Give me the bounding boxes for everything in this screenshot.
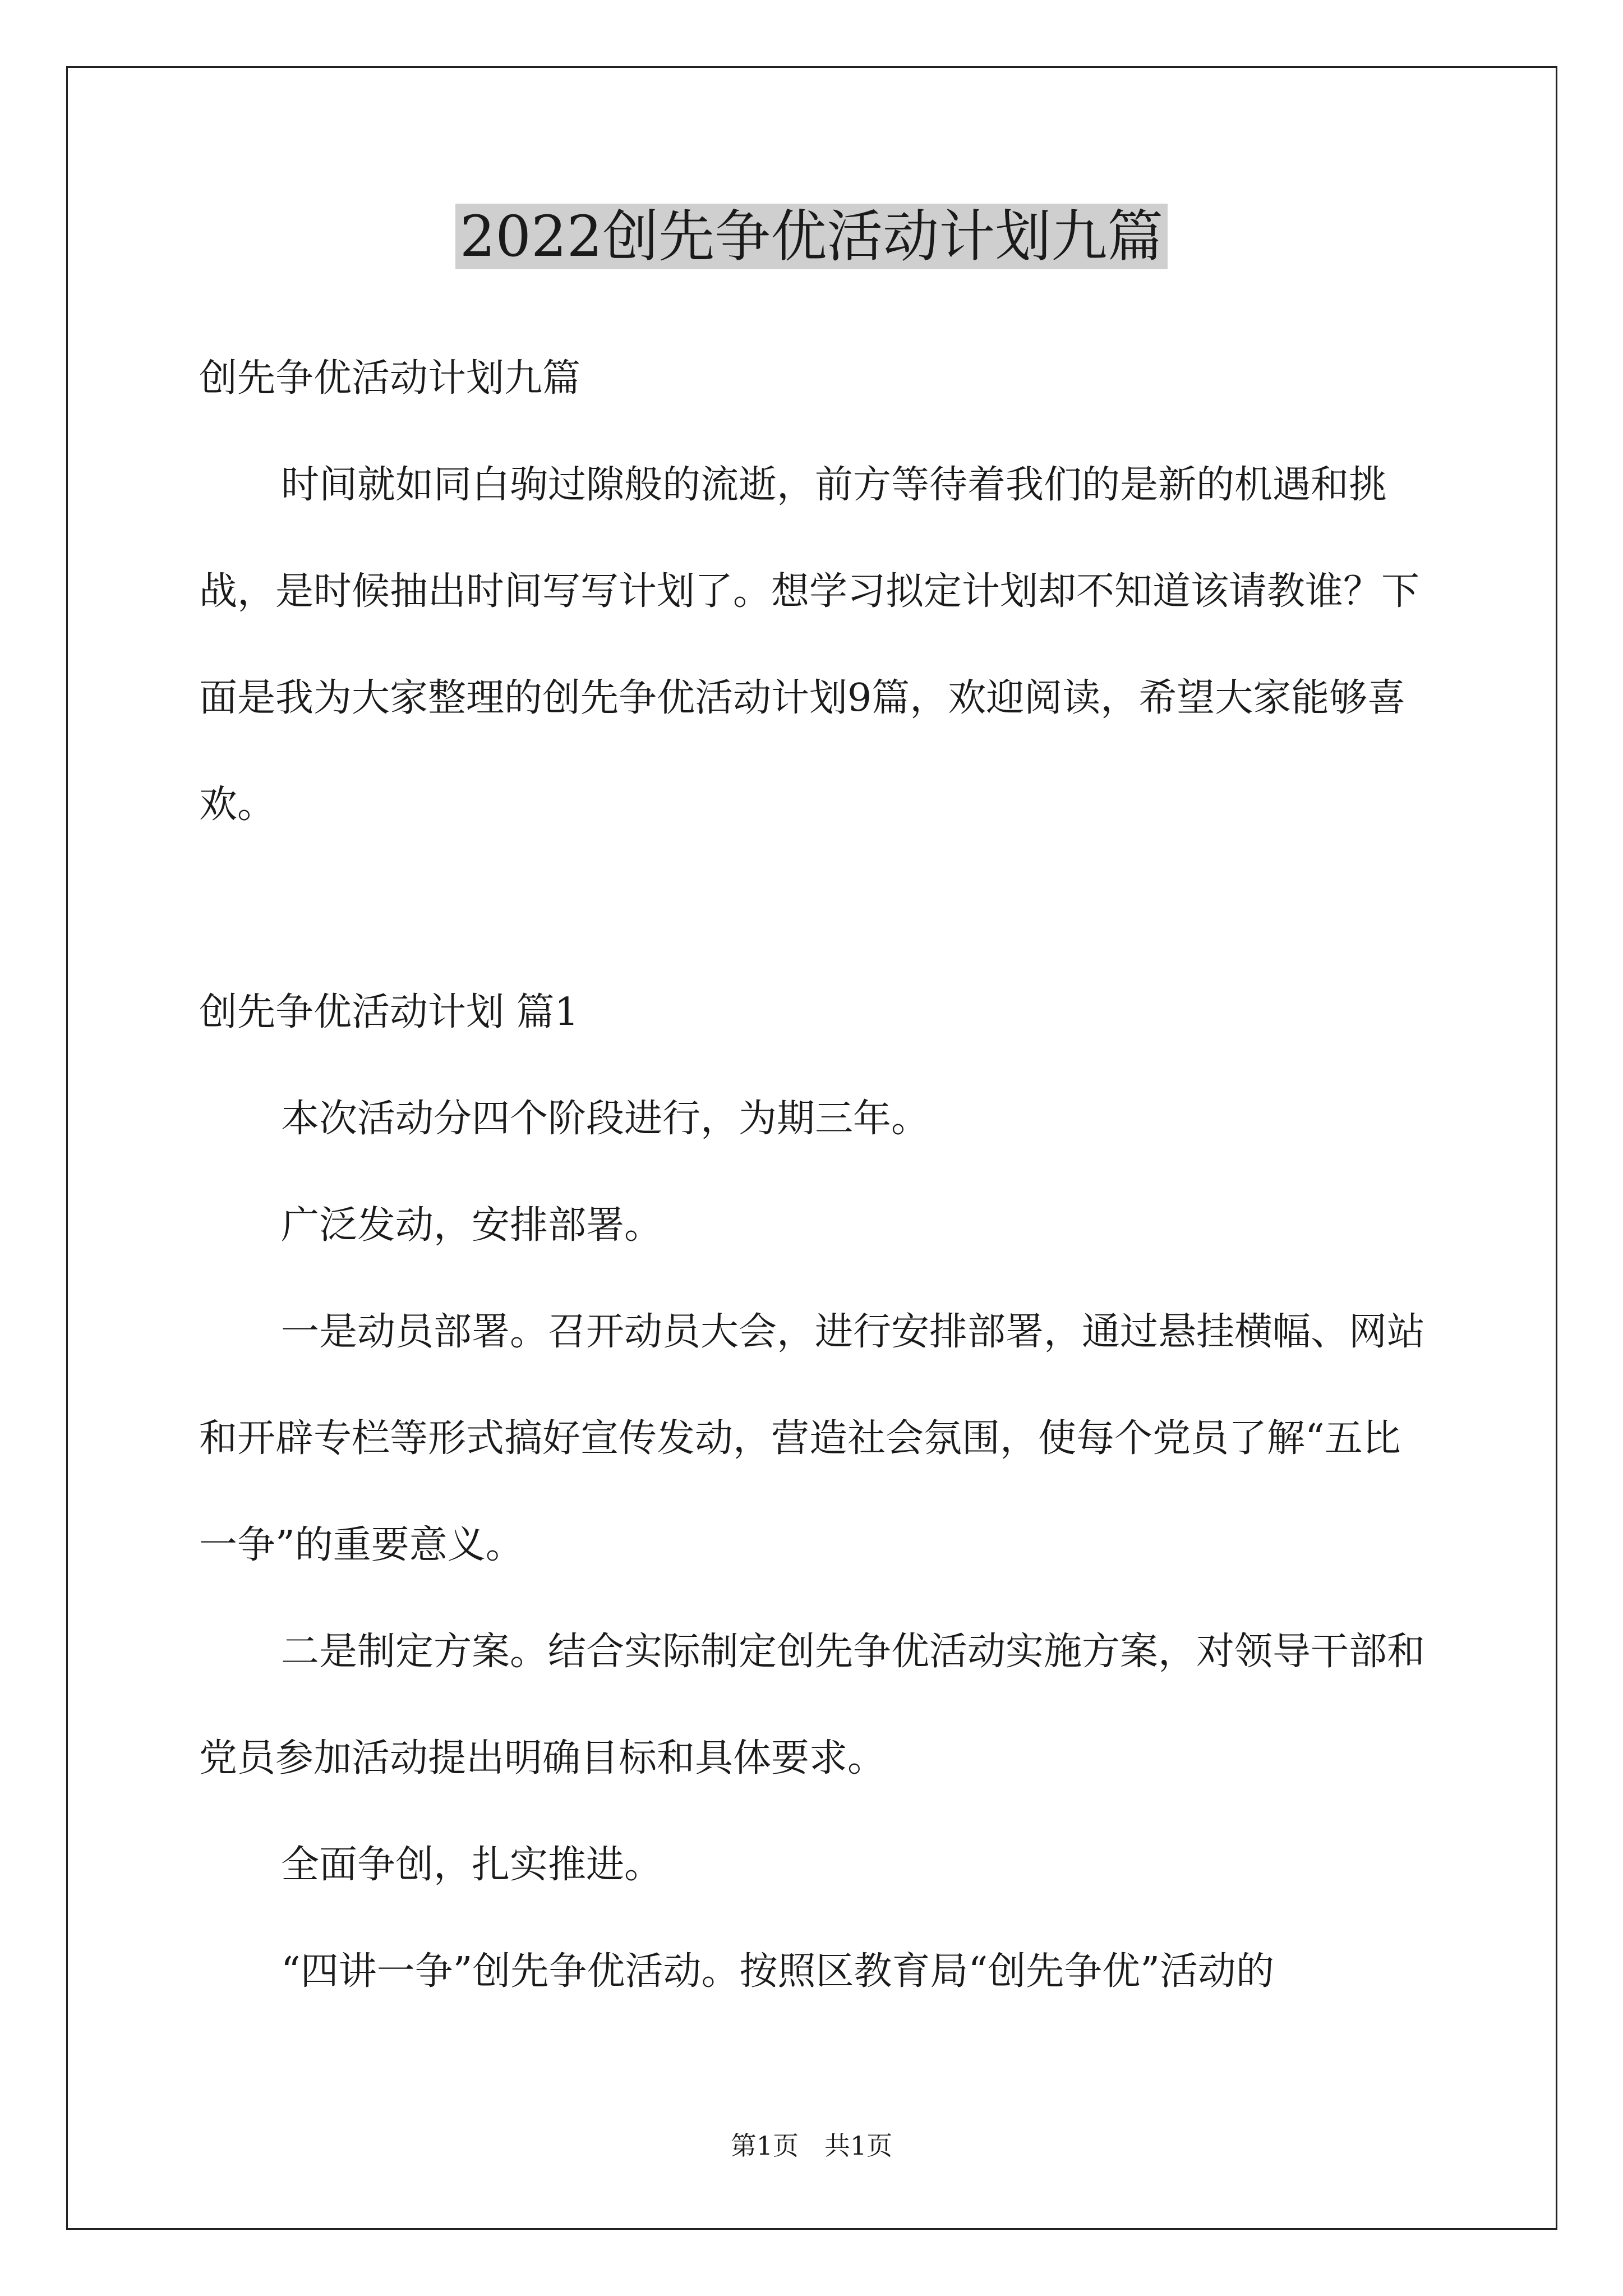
body-paragraph: 全面争创，扎实推进。 xyxy=(281,1843,663,1887)
intro-paragraph: 时间就如同白驹过隙般的流逝，前方等待着我们的是新的机遇和挑战，是时候抽出时间写写计划了。想学习拟定计划却不知道该请教谁？下面是我为大家整理的创先争优活动计划9篇，欢迎阅读，希望大家能够喜欢。 xyxy=(199,463,1420,827)
body-paragraph: 一是动员部署。召开动员大会，进行安排部署，通过悬挂横幅、网站和开辟专栏等形式搞好宣传发动，营造社会氛围，使每个党员了解“五比一争”的重要意义。 xyxy=(199,1310,1426,1567)
section-heading: 创先争优活动计划 篇1 xyxy=(199,990,579,1034)
body-paragraph: 广泛发动，安排部署。 xyxy=(281,1203,663,1248)
document-subtitle: 创先争优活动计划九篇 xyxy=(199,356,581,401)
body-paragraph: 本次活动分四个阶段进行，为期三年。 xyxy=(281,1097,930,1141)
body-paragraph: 二是制定方案。结合实际制定创先争优活动实施方案，对领导干部和党员参加活动提出明确目标和具体要求。 xyxy=(199,1630,1426,1780)
body-paragraph: “四讲一争”创先争优活动。按照区教育局“创先争优”活动的 xyxy=(281,1949,1275,1994)
document-title-text: 2022创先争优活动计划九篇 xyxy=(455,204,1168,269)
section-spacer xyxy=(199,858,1431,959)
document-title xyxy=(0,197,1623,276)
page-footer: 第1页 共1页 xyxy=(730,2131,893,2161)
document-body xyxy=(199,325,1431,2025)
